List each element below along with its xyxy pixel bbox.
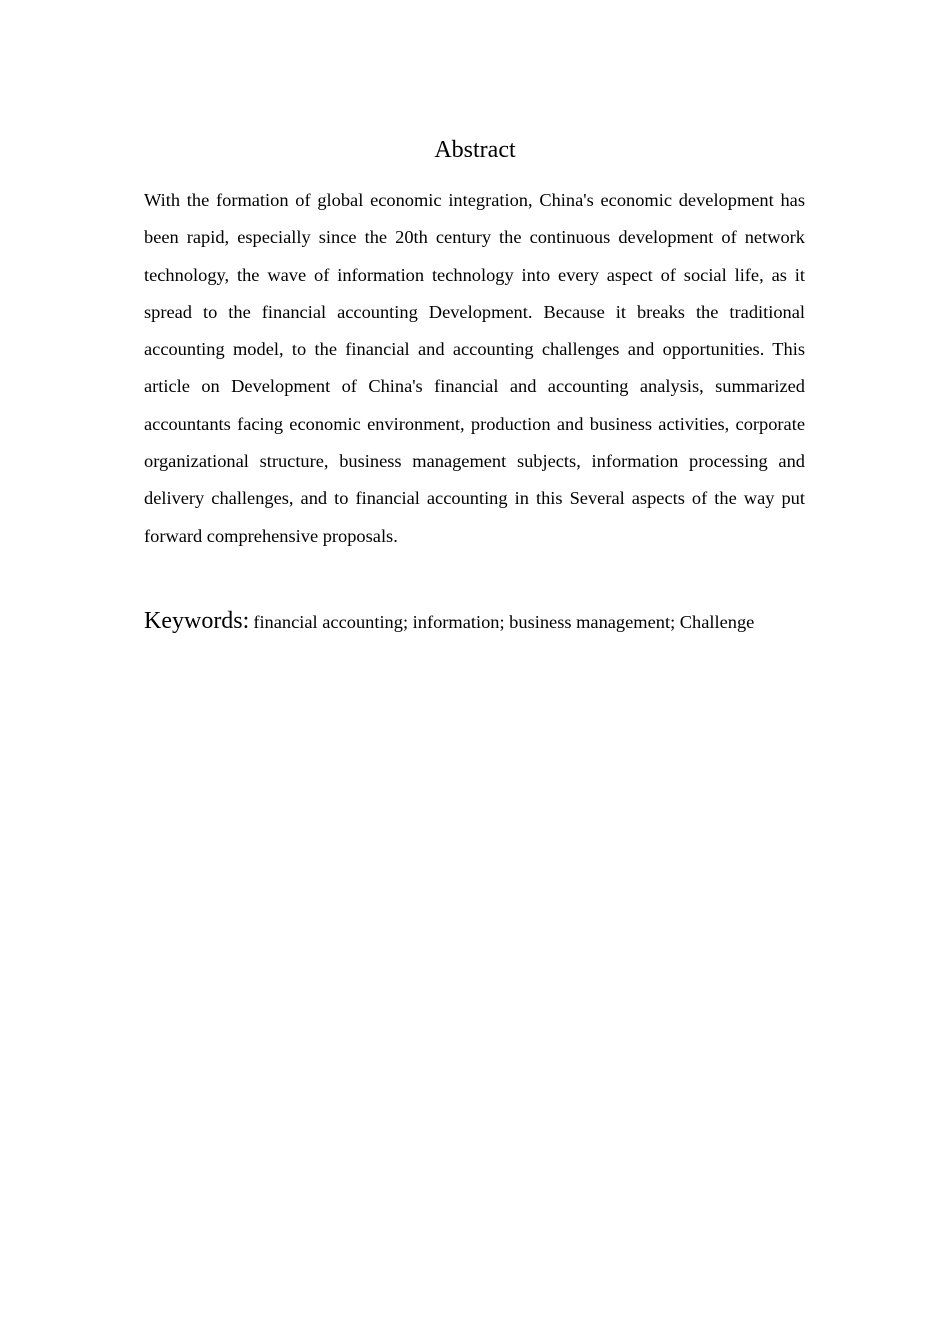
abstract-title: Abstract [434,137,516,163]
keywords-values: financial accounting; information; business management; Challenge [253,612,755,632]
keywords-label: Keywords: [144,608,250,634]
keywords-line [144,604,844,641]
abstract-paragraph: With the formation of global economic integration, China's economic development has been rapid, especially since the 20th century the continuous development of network technology, the wave of information technology into every aspect of social life, as it spread to the financial accounting Development. Because it breaks the traditional accounting model, to the financial and accounting challenges and opportunities. This article on Development of China's financial and accounting analysis, summarized accountants facing economic environment, production and business activities, corporate organizational structure, business management subjects, information processing and delivery challenges, and to financial accounting in this Several aspects of the way put forward comprehensive proposals. [144,190,805,546]
